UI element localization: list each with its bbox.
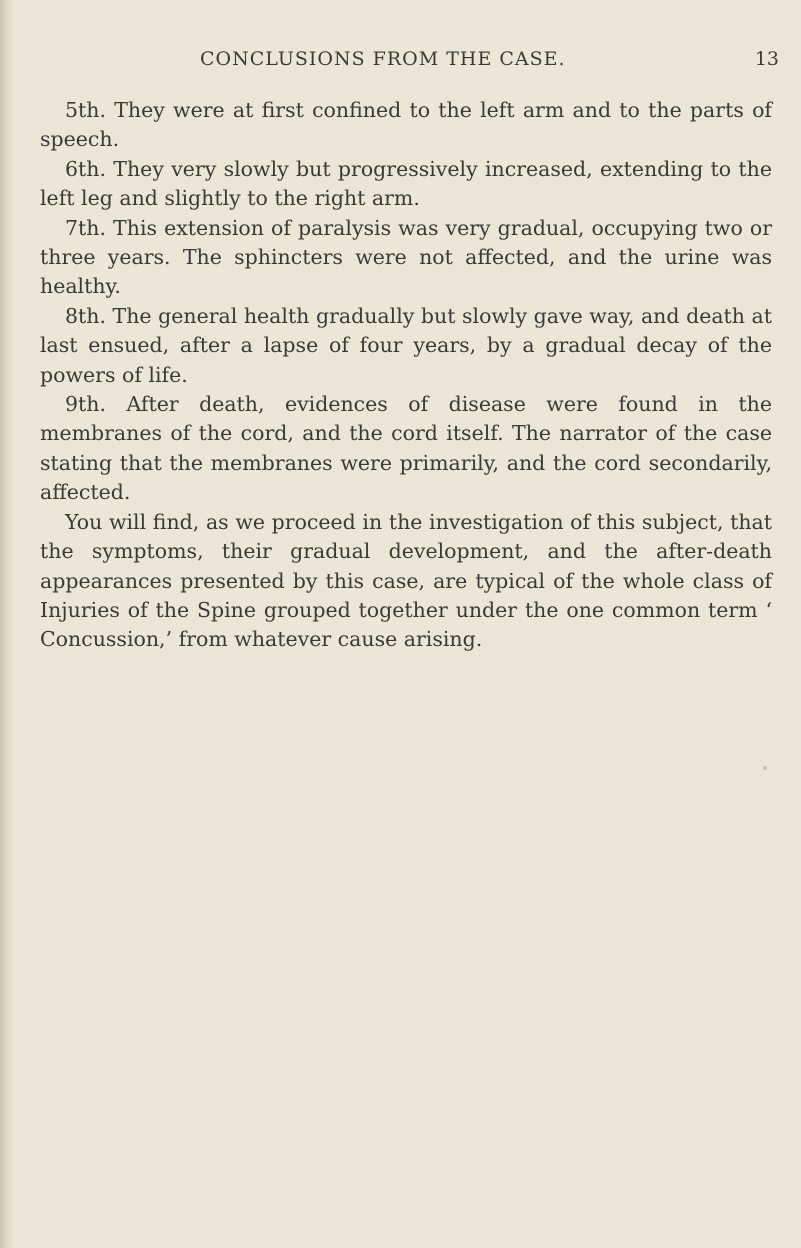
page-number: 13 bbox=[754, 48, 779, 70]
binding-gutter bbox=[0, 0, 14, 1248]
paragraph-6th: 6th. They very slowly but progressively increased, extending to the left leg and slightly to the right arm. bbox=[40, 156, 772, 211]
paragraph-7th: 7th. This extension of paralysis was very gradual, occupying two or three years. The sphincters were not affected, and the urine was healthy. bbox=[40, 215, 772, 299]
paper-speck bbox=[763, 766, 767, 770]
running-title: CONCLUSIONS FROM THE CASE. bbox=[200, 48, 566, 70]
book-page bbox=[14, 0, 801, 1248]
paragraph-9th: 9th. After death, evidences of disease were found in the membranes of the cord, and the cord itself. The narrator of the case stating that the membranes were primarily, and the cord secondarily, affected. bbox=[40, 392, 772, 505]
paragraph-8th: 8th. The general health gradually but slowly gave way, and death at last ensued, after a lapse of four years, by a gradual decay of the powers of life. bbox=[40, 303, 772, 387]
body-text bbox=[40, 96, 772, 655]
page-header bbox=[14, 48, 801, 78]
paragraph-conclusion: You will find, as we proceed in the investigation of this subject, that the symptoms, their gradual development, and the after-death appearances presented by this case, are typical of the whole class of Injuries of the Spine grouped together under the one common term ‘ Concussion,’ from whatever cause arising. bbox=[40, 509, 772, 652]
paragraph-5th: 5th. They were at first confined to the left arm and to the parts of speech. bbox=[40, 98, 772, 152]
